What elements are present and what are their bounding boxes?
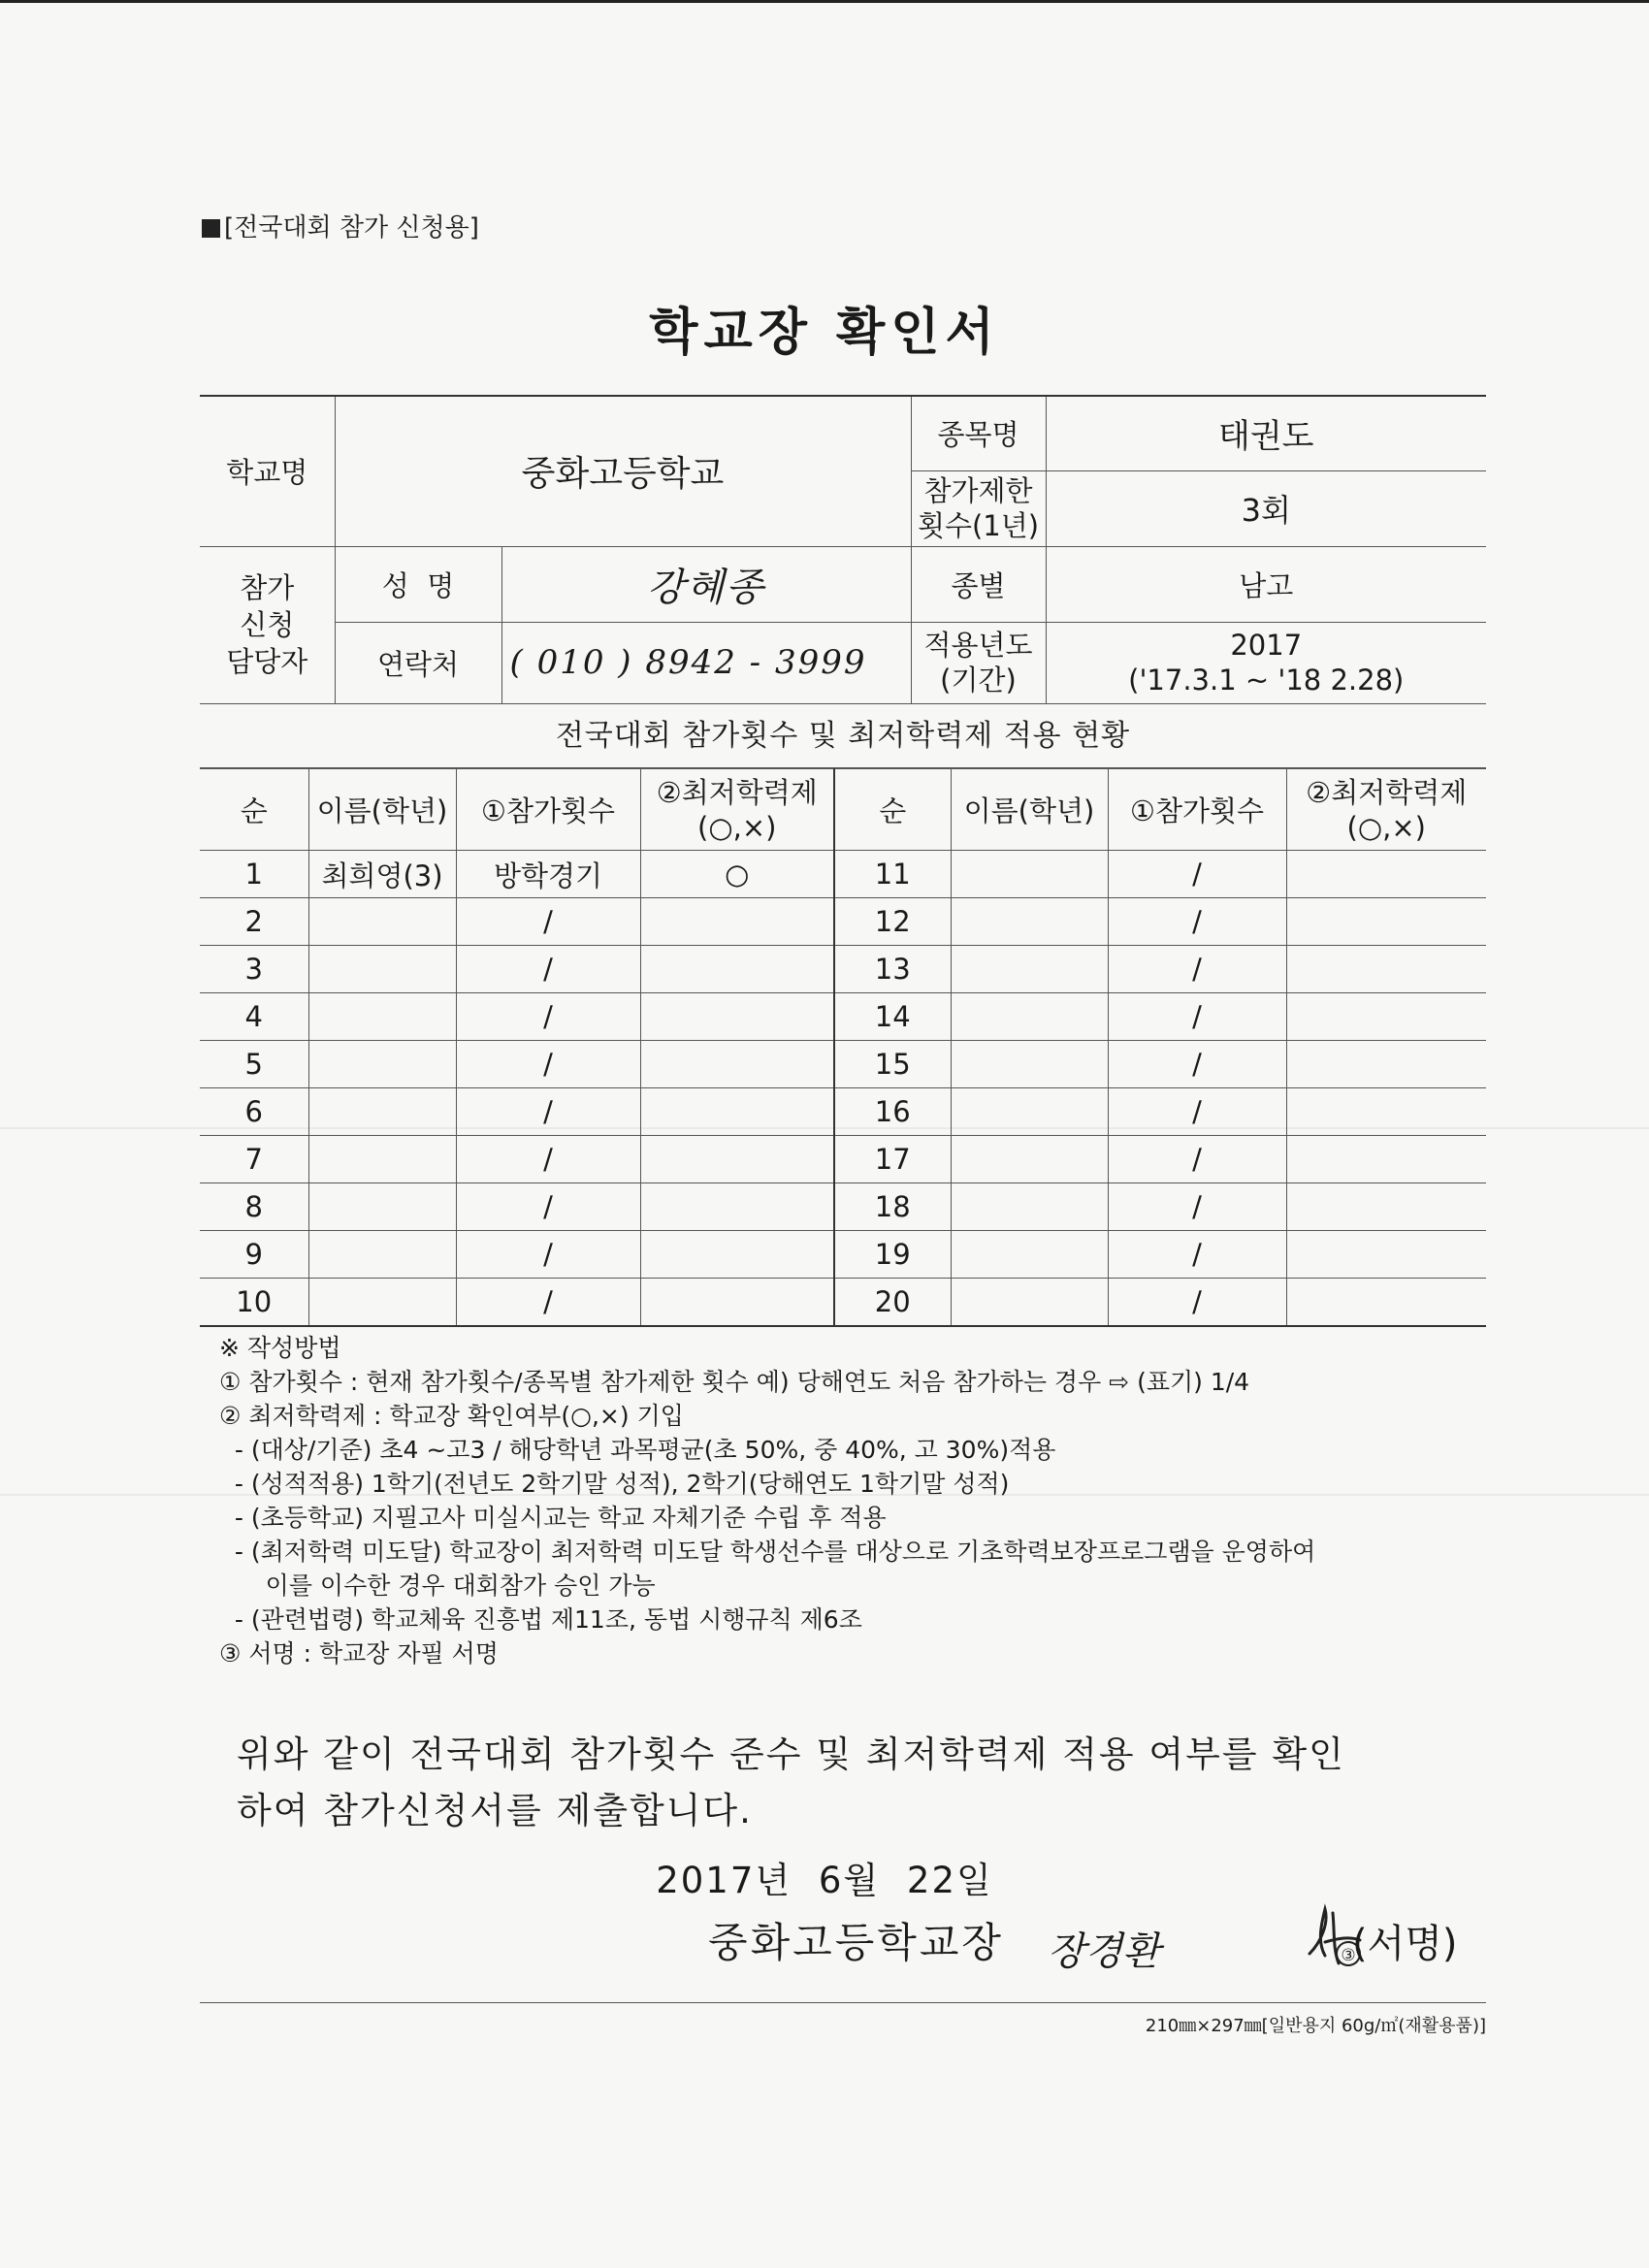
row-count: / — [456, 1088, 640, 1136]
row-name — [308, 1136, 456, 1183]
header-academic-line: (○,×) — [697, 810, 777, 844]
row-academic — [640, 946, 834, 993]
row-academic — [640, 898, 834, 946]
school-label: 학교명 — [200, 396, 335, 546]
row-count: / — [1108, 1183, 1286, 1231]
name-label: 성 명 — [335, 546, 501, 622]
row-no: 20 — [834, 1279, 951, 1326]
row-no: 15 — [834, 1041, 951, 1088]
note-line: ② 최저학력제 : 학교장 확인여부(○,×) 기입 — [219, 1402, 684, 1430]
row-academic — [1286, 1088, 1486, 1136]
row-no: 12 — [834, 898, 951, 946]
status-section-title: 전국대회 참가횟수 및 최저학력제 적용 현황 — [200, 705, 1486, 768]
row-count: / — [456, 1136, 640, 1183]
principal-title: 중화고등학교장 — [708, 1919, 1005, 1966]
row-academic — [1286, 1231, 1486, 1279]
applicant-label-line: 담당자 — [226, 645, 308, 678]
limit-label-line: 참가제한 — [923, 474, 1033, 507]
row-count: / — [456, 1183, 640, 1231]
instructions-block — [219, 1331, 1500, 1670]
document-title: 학교장 확인서 — [649, 304, 1000, 362]
issue-date: 2017년 6월 22일 — [656, 1860, 993, 1901]
contact-value-handwritten: ( 010 ) 8942 - 3999 — [501, 622, 911, 703]
row-no: 7 — [200, 1136, 308, 1183]
row-name — [951, 851, 1108, 898]
form-type-label — [202, 208, 479, 243]
header-count: ①참가횟수 — [1108, 769, 1286, 851]
row-count: / — [1108, 1136, 1286, 1183]
row-academic — [640, 1279, 834, 1326]
row-academic — [640, 993, 834, 1041]
name-value-handwritten: 강혜종 — [501, 546, 911, 622]
row-no: 5 — [200, 1041, 308, 1088]
row-name — [308, 898, 456, 946]
row-name: 최희영(3) — [308, 851, 456, 898]
row-name — [951, 1041, 1108, 1088]
row-name — [308, 1088, 456, 1136]
row-no: 10 — [200, 1279, 308, 1326]
row-no: 18 — [834, 1183, 951, 1231]
form-type-text: [전국대회 참가 신청용] — [224, 213, 479, 243]
row-no: 19 — [834, 1231, 951, 1279]
note-line: ③ 서명 : 학교장 자필 서명 — [219, 1639, 499, 1668]
row-count: / — [456, 1041, 640, 1088]
sign-number: ③ — [1341, 1946, 1356, 1965]
header-no: 순 — [834, 769, 951, 851]
applicant-label — [200, 546, 335, 703]
row-count: / — [1108, 851, 1286, 898]
row-academic — [1286, 993, 1486, 1041]
row-academic — [1286, 851, 1486, 898]
row-no: 9 — [200, 1231, 308, 1279]
row-count: / — [1108, 1041, 1286, 1088]
row-name — [308, 1231, 456, 1279]
header-academic — [640, 769, 834, 851]
declaration-text — [237, 1727, 1488, 1839]
row-academic — [640, 1088, 834, 1136]
sign-label: (서명) — [1352, 1922, 1458, 1966]
limit-label-line: 횟수(1년) — [917, 509, 1040, 542]
row-name — [951, 1088, 1108, 1136]
note-line: - (초등학교) 지필고사 미실시교는 학교 자체기준 수립 후 적용 — [219, 1504, 887, 1532]
row-count: / — [456, 1231, 640, 1279]
note-line: ① 참가횟수 : 현재 참가횟수/종목별 참가제한 횟수 예) 당해연도 처음 참가하는 경우 ⇨ (표기) 1/4 — [219, 1368, 1250, 1396]
row-no: 17 — [834, 1136, 951, 1183]
row-count: / — [456, 898, 640, 946]
row-no: 4 — [200, 993, 308, 1041]
row-count: / — [456, 1279, 640, 1326]
row-name — [308, 1279, 456, 1326]
row-no: 11 — [834, 851, 951, 898]
row-academic — [640, 1231, 834, 1279]
header-academic-line: ②최저학력제 — [656, 775, 818, 809]
bottom-rule — [200, 2002, 1486, 2003]
row-no: 6 — [200, 1088, 308, 1136]
limit-label — [911, 470, 1046, 546]
header-count: ①참가횟수 — [456, 769, 640, 851]
header-academic-line: ②최저학력제 — [1306, 775, 1468, 809]
row-academic — [1286, 1136, 1486, 1183]
row-no: 16 — [834, 1088, 951, 1136]
status-table — [200, 768, 1486, 1327]
row-count: / — [1108, 1231, 1286, 1279]
header-name: 이름(학년) — [951, 769, 1108, 851]
row-academic — [640, 1183, 834, 1231]
note-line: - (관련법령) 학교체육 진흥법 제11조, 동법 시행규칙 제6조 — [219, 1605, 862, 1634]
applicant-label-line: 참가 — [240, 571, 295, 604]
year-value — [1046, 622, 1486, 703]
square-bullet-icon — [202, 219, 220, 238]
row-academic — [640, 1136, 834, 1183]
row-no: 14 — [834, 993, 951, 1041]
gender-label: 종별 — [911, 546, 1046, 622]
year-value-line: 2017 — [1230, 629, 1303, 662]
declaration-line: 위와 같이 전국대회 참가횟수 준수 및 최저학력제 적용 여부를 확인 — [237, 1733, 1345, 1775]
year-label-line: (기간) — [940, 664, 1017, 697]
note-line: 이를 이수한 경우 대회참가 승인 가능 — [219, 1571, 656, 1600]
info-table — [200, 395, 1486, 704]
applicant-label-line: 신청 — [240, 608, 295, 641]
row-name — [308, 1183, 456, 1231]
declaration-line: 하여 참가신청서를 제출합니다. — [237, 1790, 753, 1831]
row-name — [951, 946, 1108, 993]
row-count: / — [456, 946, 640, 993]
limit-value: 3회 — [1046, 470, 1486, 546]
row-name — [951, 898, 1108, 946]
header-name: 이름(학년) — [308, 769, 456, 851]
contact-label: 연락처 — [335, 622, 501, 703]
principal-name-handwritten: 장경환 — [1048, 1929, 1160, 1974]
row-name — [951, 993, 1108, 1041]
row-no: 8 — [200, 1183, 308, 1231]
header-academic — [1286, 769, 1486, 851]
row-name — [951, 1231, 1108, 1279]
row-name — [308, 946, 456, 993]
row-name — [308, 993, 456, 1041]
row-no: 3 — [200, 946, 308, 993]
row-count: / — [1108, 898, 1286, 946]
school-value: 중화고등학교 — [335, 396, 911, 546]
row-no: 1 — [200, 851, 308, 898]
row-academic — [1286, 1183, 1486, 1231]
header-academic-line: (○,×) — [1346, 810, 1426, 844]
row-name — [951, 1183, 1108, 1231]
row-academic — [1286, 1279, 1486, 1326]
gender-value: 남고 — [1046, 546, 1486, 622]
row-name — [308, 1041, 456, 1088]
sport-label: 종목명 — [911, 396, 1046, 470]
sport-value: 태권도 — [1046, 396, 1486, 470]
header-no: 순 — [200, 769, 308, 851]
year-label-line: 적용년도 — [923, 629, 1033, 662]
scan-top-edge — [0, 0, 1649, 3]
row-count: 방학경기 — [456, 851, 640, 898]
note-line: - (대상/기준) 초4 ~고3 / 해당학년 과목평균(초 50%, 중 40%, 고 30%)적용 — [219, 1436, 1056, 1464]
row-count: / — [1108, 993, 1286, 1041]
row-name — [951, 1136, 1108, 1183]
row-no: 13 — [834, 946, 951, 993]
year-value-line: ('17.3.1 ~ '18 2.28) — [1128, 664, 1405, 697]
note-line: - (성적적용) 1학기(전년도 2학기말 성적), 2학기(당해연도 1학기말 성적) — [219, 1470, 1010, 1498]
year-label — [911, 622, 1046, 703]
row-name — [951, 1279, 1108, 1326]
row-no: 2 — [200, 898, 308, 946]
paper-spec: 210㎜×297㎜[일반용지 60g/㎡(재활용품)] — [1145, 2016, 1486, 2036]
row-count: / — [1108, 946, 1286, 993]
row-academic — [1286, 946, 1486, 993]
row-count: / — [456, 993, 640, 1041]
row-academic — [1286, 1041, 1486, 1088]
note-line: - (최저학력 미도달) 학교장이 최저학력 미도달 학생선수를 대상으로 기초학력보장프로그램을 운영하여 — [219, 1538, 1316, 1566]
row-count: / — [1108, 1279, 1286, 1326]
row-academic — [640, 1041, 834, 1088]
row-count: / — [1108, 1088, 1286, 1136]
row-academic: ○ — [640, 851, 834, 898]
note-line: ※ 작성방법 — [219, 1334, 341, 1362]
row-academic — [1286, 898, 1486, 946]
